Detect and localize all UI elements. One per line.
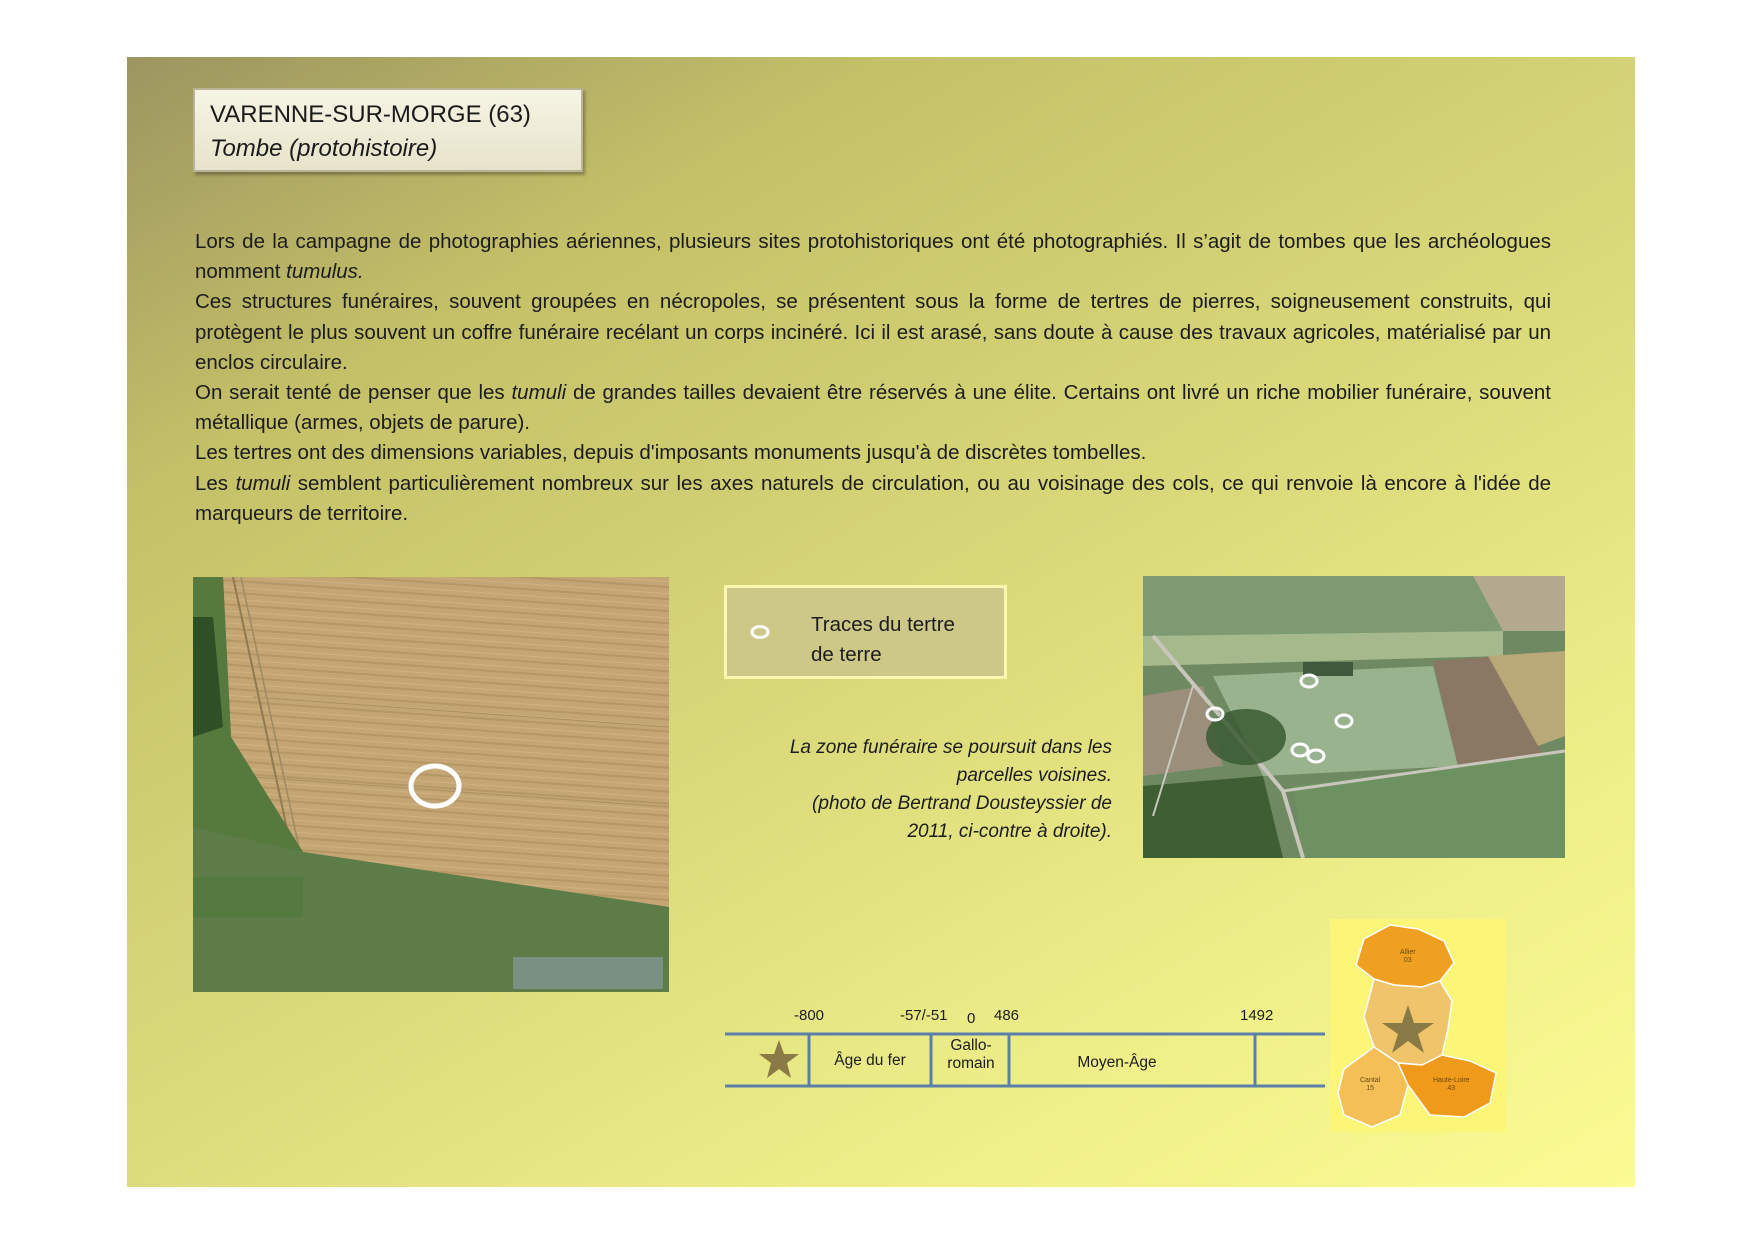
paragraph-2: Ces structures funéraires, souvent groupées en nécropoles, se présentent sous la forme de tertres de pierres, soigneusement construits, qui protègent le plus souvent un coffre funéraire recélant un corps incinéré. Ici il est arasé, sans doute à cause des travaux agricoles, matérialisé par un enclos circulaire. — [195, 290, 1551, 374]
period-gallo-line-1: Gallo- — [950, 1037, 992, 1054]
p5-text-b: semblent particulièrement nombreux sur les axes naturels de circulation, ou au voisinage des cols, ce qui renvoie là encore à l'idée de marqueurs de territoire. — [195, 471, 1552, 525]
caption-line-1: La zone funéraire se poursuit dans les — [789, 737, 1112, 758]
period-iron-age: Âge du fer — [834, 1052, 906, 1069]
p5-text-a: Les — [195, 471, 236, 495]
paragraph-1 — [195, 227, 1551, 287]
p3-italic: tumuli — [511, 381, 567, 405]
legend-line-2: de terre — [811, 643, 882, 666]
description-text — [195, 227, 1551, 529]
year-label: 1492 — [1240, 1007, 1274, 1024]
haute-loire-code: 43 — [1447, 1085, 1456, 1092]
year-label: -57/-51 — [900, 1007, 948, 1024]
photo-caption — [732, 734, 1112, 846]
year-label: -800 — [794, 1007, 825, 1024]
year-label: 486 — [994, 1007, 1020, 1024]
legend-box — [724, 585, 1007, 679]
caption-line-4: 2011, ci-contre à droite). — [907, 821, 1112, 842]
allier-label — [1400, 949, 1416, 965]
paragraph-5 — [195, 469, 1551, 529]
period-gallo-line-2: romain — [947, 1055, 995, 1072]
cantal-code: 15 — [1366, 1085, 1375, 1092]
period-gallo-roman — [932, 1037, 1010, 1073]
caption-line-2: parcelles voisines. — [956, 765, 1112, 786]
caption-line-3: (photo de Bertrand Dousteyssier de — [812, 793, 1112, 814]
site-subtitle: Tombe (protohistoire) — [210, 135, 438, 162]
region-map-graphic — [1330, 919, 1506, 1132]
paragraph-4: Les tertres ont des dimensions variables, depuis d'imposants monuments jusqu'à de discrètes tombelles. — [195, 441, 1147, 465]
legend-line-1: Traces du tertre — [811, 613, 955, 636]
allier-code: 03 — [1403, 957, 1412, 964]
cantal-name: Cantal — [1360, 1077, 1381, 1084]
legend-label — [811, 610, 955, 670]
p1-italic: tumulus. — [286, 260, 364, 284]
paragraph-3 — [195, 378, 1551, 438]
period-middle-ages: Moyen-Âge — [1077, 1054, 1157, 1071]
circle-marker-icon — [747, 622, 773, 642]
haute-loire-name: Haute-Loire — [1433, 1077, 1470, 1084]
p5-italic: tumuli — [235, 471, 291, 495]
title-box — [193, 88, 583, 172]
commune-title: VARENNE-SUR-MORGE (63) — [210, 101, 531, 128]
haute-loire-label — [1433, 1077, 1470, 1093]
p1-text: Lors de la campagne de photographies aériennes, plusieurs sites protohistoriques ont été photographiés. Il s’agit de tombes que les archéologues nomment — [195, 230, 1551, 284]
aerial-photo-wheat-field — [193, 577, 669, 992]
slide — [127, 57, 1635, 1187]
cantal-label — [1360, 1077, 1380, 1093]
year-label: 0 — [967, 1010, 976, 1027]
p3-text-b: de grandes tailles devaient être réservés à une élite. Certains ont livré un riche mobilier funéraire, souvent métallique (armes, objets de parure). — [195, 381, 1551, 435]
aerial-photo-necropolis — [1143, 576, 1565, 858]
p3-text-a: On serait tenté de penser que les — [195, 381, 512, 405]
allier-name: Allier — [1400, 949, 1416, 956]
star-icon — [759, 1040, 799, 1078]
auvergne-map — [1330, 919, 1506, 1132]
